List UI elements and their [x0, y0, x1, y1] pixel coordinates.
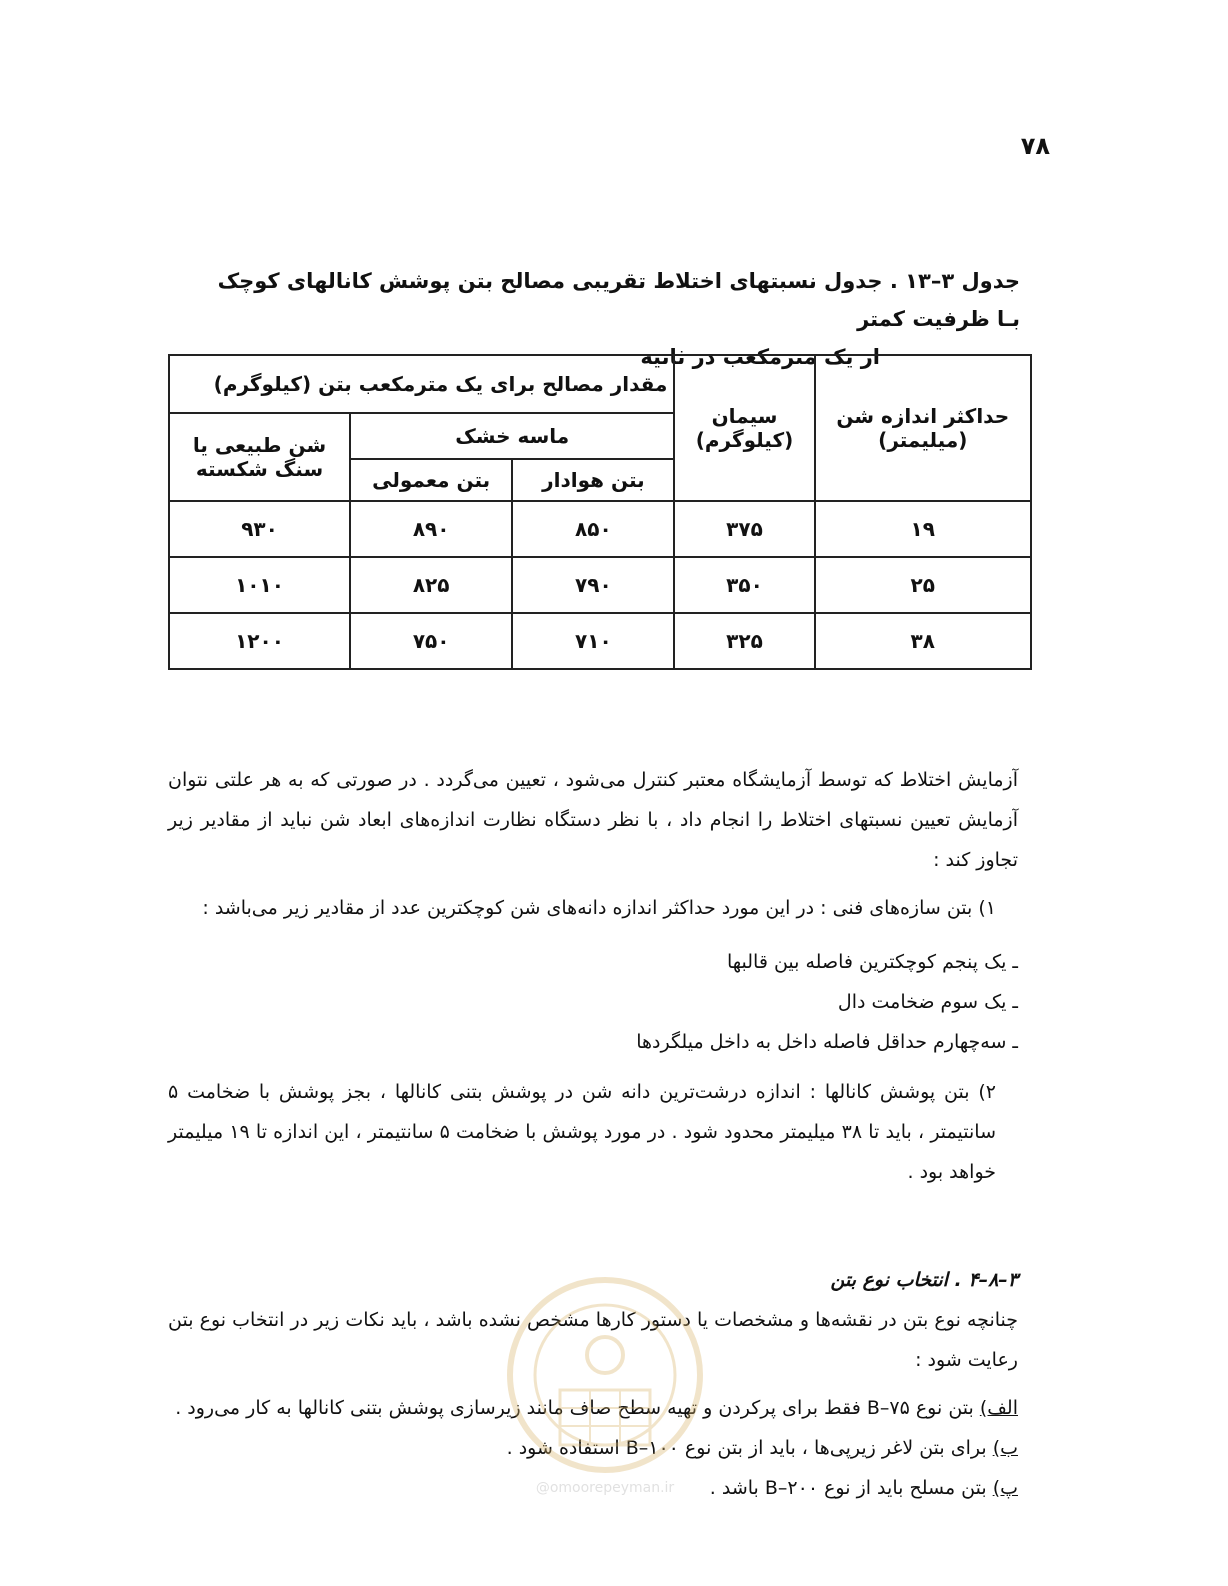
bullet-item: ـ یک پنجم کوچکترین فاصله بین قالبها: [726, 951, 1018, 973]
cell-gravel: ۹۳۰: [169, 501, 350, 557]
page-number: ۷۸: [1020, 132, 1050, 160]
header-cement: سیمان (کیلوگرم): [674, 355, 814, 501]
list-label: ب): [992, 1437, 1018, 1459]
list-label: الف): [979, 1397, 1018, 1419]
table-row: [169, 501, 1031, 557]
paragraph-structural-concrete: ۱) بتن سازه‌های فنی : در این مورد حداکثر اندازه دانه‌های شن کوچکترین عدد از مقادیر زیر می‌باشد :: [202, 897, 996, 919]
paragraph-concrete-type: چنانچه نوع بتن در نقشه‌ها و مشخصات یا دستور کارها مشخص نشده باشد ، باید نکات زیر در انتخاب نوع بتن رعایت شود :: [168, 1309, 1018, 1371]
cell-gravel: ۱۲۰۰: [169, 613, 350, 669]
cell-normal: ۸۲۵: [350, 557, 512, 613]
header-materials-group: مقدار مصالح برای یک مترمکعب بتن (کیلوگرم): [169, 355, 674, 413]
list-label: پ): [992, 1477, 1018, 1499]
cell-cement: ۳۲۵: [674, 613, 814, 669]
section-title: ۳–۸–۴ . انتخاب نوع بتن: [830, 1269, 1018, 1291]
watermark-logo-icon: [505, 1270, 705, 1500]
table-row: [169, 613, 1031, 669]
cell-normal: ۸۹۰: [350, 501, 512, 557]
watermark-text: @omoorepeyman.ir: [535, 1480, 675, 1496]
cell-size: ۱۹: [815, 501, 1031, 557]
cell-gravel: ۱۰۱۰: [169, 557, 350, 613]
list-text: بتن نوع B–۷۵ فقط برای پرکردن و تهیه سطح صاف مانند زیرسازی پوشش بتنی کانالها به کار می‌رود .: [175, 1397, 980, 1419]
bullet-item: ـ یک سوم ضخامت دال: [837, 991, 1018, 1013]
paragraph-mix-test: آزمایش اختلاط که توسط آزمایشگاه معتبر کنترل می‌شود ، تعیین می‌گردد . در صورتی که به هر علتی نتوان آزمایش تعیین نسبتهای اختلاط را انجام داد ، با نظر دستگاه نظارت اندازه‌های ابعاد شن نباید از مقادیر زیر تجاوز کند :: [168, 769, 1018, 871]
list-text: برای بتن لاغر زیرپی‌ها ، باید از بتن نوع B–۱۰۰ استفاده شود .: [506, 1437, 993, 1459]
cell-size: ۳۸: [815, 613, 1031, 669]
cell-size: ۲۵: [815, 557, 1031, 613]
caption-line-2: از یک مترمکعب در ثانیه: [640, 345, 880, 369]
table-row: [169, 557, 1031, 613]
list-text: بتن مسلح باید از نوع B–۲۰۰ باشد .: [709, 1477, 993, 1499]
bullet-item: ـ سه‌چهارم حداقل فاصله داخل به داخل میلگردها: [636, 1031, 1018, 1053]
body-section-1: [168, 760, 1018, 1192]
paragraph-canal-lining: ۲) بتن پوشش کانالها : اندازه درشت‌ترین دانه شن در پوشش بتنی کانالها ، بجز پوشش با ضخامت ۵ سانتیمتر ، باید تا ۳۸ میلیمتر محدود شود . در مورد پوشش با ضخامت ۵ سانتیمتر ، این اندازه تا ۱۹ میلیمتر خواهد بود .: [168, 1081, 996, 1183]
cell-air: ۷۱۰: [512, 613, 674, 669]
header-max-gravel-size: حداکثر اندازه شن (میلیمتر): [815, 355, 1031, 501]
cell-air: ۸۵۰: [512, 501, 674, 557]
cell-cement: ۳۷۵: [674, 501, 814, 557]
cell-cement: ۳۵۰: [674, 557, 814, 613]
cell-normal: ۷۵۰: [350, 613, 512, 669]
cell-air: ۷۹۰: [512, 557, 674, 613]
header-air-entrained: بتن هوادار: [512, 459, 674, 501]
mix-proportions-table: [168, 354, 1032, 670]
header-normal-concrete: بتن معمولی: [350, 459, 512, 501]
header-gravel: شن طبیعی یا سنگ شکسته: [169, 413, 350, 501]
header-dry-sand: ماسه خشک: [350, 413, 674, 459]
caption-line-1: جدول ۳–۱۳ . جدول نسبتهای اختلاط تقریبی مصالح بتن پوشش کانالهای کوچک بـا ظرفیت کمتر: [217, 269, 1020, 331]
